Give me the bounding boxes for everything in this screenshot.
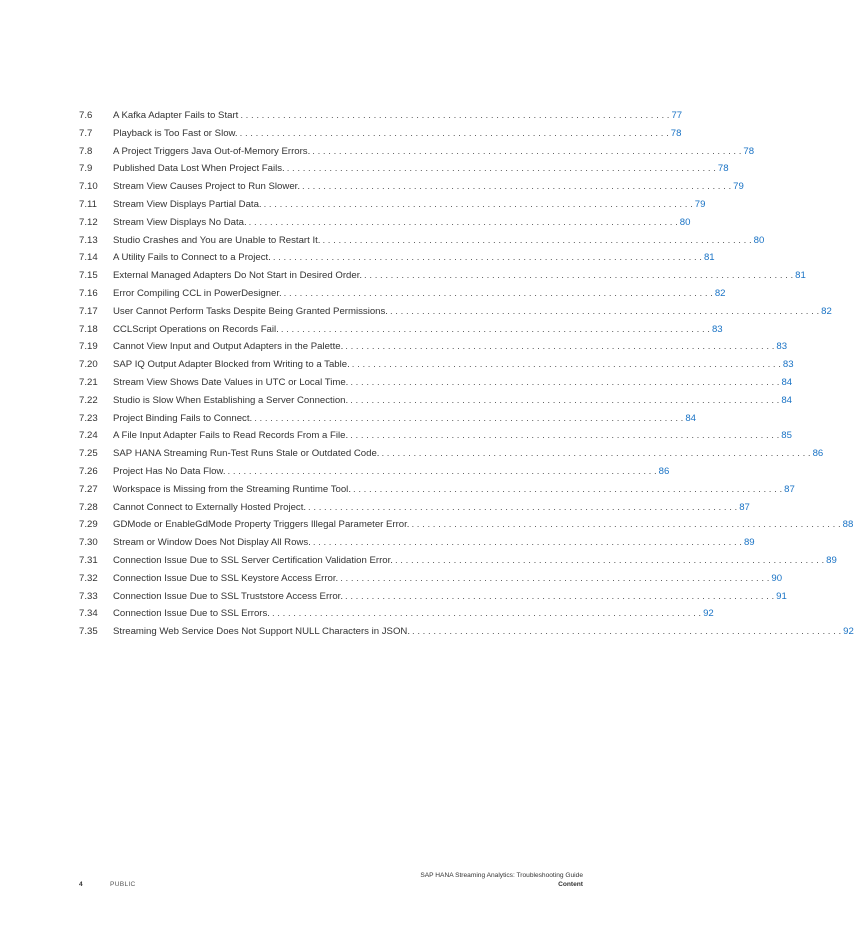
toc-entry-page-link[interactable]: 84 — [781, 376, 793, 388]
toc-dot-leader — [300, 181, 731, 192]
toc-entry-number: 7.27 — [79, 483, 98, 495]
toc-dot-leader — [262, 199, 693, 210]
toc-entry-page-link[interactable]: 78 — [743, 145, 755, 157]
toc-entry-title-link[interactable]: Project Binding Fails to Connect. — [113, 412, 253, 424]
toc-dot-leader — [279, 324, 710, 335]
toc-entry-number: 7.26 — [79, 465, 98, 477]
toc-dot-leader — [362, 270, 793, 281]
toc-entry-title-link[interactable]: SAP IQ Output Adapter Blocked from Writing to a Table. — [113, 359, 350, 371]
toc-entry-number: 7.19 — [79, 341, 98, 353]
toc-entry-page-link[interactable]: 87 — [784, 483, 795, 495]
toc-entry-title-link[interactable]: Published Data Lost When Project Fails. — [113, 163, 285, 175]
toc-entry[interactable] — [79, 287, 726, 306]
toc-dot-leader — [271, 252, 702, 263]
toc-entry-title-link[interactable]: Stream or Window Does Not Display All Rows. — [113, 537, 311, 549]
toc-dot-leader — [350, 359, 781, 370]
toc-entry[interactable] — [79, 323, 723, 342]
toc-entry-page-link[interactable]: 79 — [733, 181, 744, 193]
toc-dot-leader — [238, 128, 669, 139]
toc-entry-number: 7.24 — [79, 430, 98, 442]
toc-dot-leader — [252, 413, 683, 424]
toc-entry-page-link[interactable]: 78 — [670, 127, 682, 139]
toc-entry-title-link[interactable]: GDMode or EnableGdMode Property Triggers Illegal Parameter Error. — [113, 519, 410, 531]
toc-entry-number: 7.14 — [79, 252, 98, 264]
toc-dot-leader — [306, 502, 737, 513]
toc-entry-page-link[interactable]: 89 — [743, 537, 755, 549]
toc-entry-page-link[interactable]: 89 — [826, 554, 837, 566]
toc-entry[interactable] — [79, 448, 824, 466]
toc-entry-title-link[interactable]: Stream View Shows Date Values in UTC or Local Time. — [113, 376, 349, 388]
toc-dot-leader — [348, 377, 779, 388]
toc-dot-leader — [247, 217, 678, 228]
table-of-contents — [79, 110, 854, 644]
toc-dot-leader — [270, 608, 701, 619]
toc-dot-leader — [343, 341, 774, 352]
toc-entry[interactable] — [79, 608, 714, 626]
toc-entry-number: 7.25 — [79, 448, 98, 460]
toc-dot-leader — [409, 519, 840, 530]
toc-dot-leader — [393, 555, 824, 566]
toc-dot-leader — [226, 466, 657, 477]
toc-dot-leader — [379, 448, 810, 459]
toc-entry-number: 7.9 — [79, 163, 93, 175]
toc-entry-title-link[interactable]: Project Has No Data Flow. — [113, 465, 226, 477]
toc-dot-leader — [348, 395, 779, 406]
toc-dot-leader — [282, 288, 713, 299]
toc-entry[interactable] — [79, 412, 696, 431]
toc-entry-title-link[interactable]: CCLScript Operations on Records Fail. — [113, 323, 279, 335]
toc-entry-number: 7.16 — [79, 287, 98, 299]
toc-dot-leader — [338, 573, 769, 584]
toc-entry-page-link[interactable]: 90 — [771, 572, 783, 584]
toc-entry-number: 7.7 — [79, 127, 93, 139]
toc-entry[interactable] — [79, 216, 691, 235]
footer-classification: PUBLIC — [110, 881, 136, 888]
toc-entry-page-link[interactable]: 83 — [782, 359, 794, 371]
toc-entry-number: 7.35 — [79, 626, 98, 638]
toc-entry[interactable] — [79, 252, 715, 270]
toc-entry-title-link[interactable]: Connection Issue Due to SSL Errors. — [113, 608, 270, 620]
toc-entry-number: 7.17 — [79, 305, 98, 317]
toc-entry[interactable] — [79, 483, 795, 502]
toc-entry-number: 7.8 — [79, 145, 93, 157]
toc-dot-leader — [311, 537, 742, 548]
toc-entry-page-link[interactable]: 84 — [781, 394, 792, 406]
toc-dot-leader — [320, 235, 751, 246]
toc-entry-number: 7.34 — [79, 608, 98, 620]
toc-entry-title-link[interactable]: Connection Issue Due to SSL Truststore Access Error. — [113, 590, 344, 602]
toc-entry-number: 7.6 — [79, 110, 93, 121]
toc-dot-leader — [310, 146, 741, 157]
toc-dot-leader — [388, 306, 819, 317]
toc-entry-title-link[interactable]: A Project Triggers Java Out-of-Memory Errors. — [113, 145, 311, 157]
toc-entry-page-link[interactable]: 92 — [703, 608, 714, 620]
toc-entry-number: 7.32 — [79, 572, 98, 584]
toc-dot-leader — [410, 626, 841, 637]
toc-entry-number: 7.21 — [79, 376, 98, 388]
toc-entry[interactable] — [79, 572, 783, 591]
toc-entry[interactable] — [79, 537, 755, 555]
toc-entry[interactable] — [79, 501, 750, 520]
toc-entry[interactable] — [79, 181, 744, 199]
toc-entry[interactable] — [79, 554, 837, 573]
toc-entry-page-link[interactable]: 77 — [671, 110, 683, 121]
toc-entry-title-link[interactable]: User Cannot Perform Tasks Despite Being Granted Permissions. — [113, 305, 388, 317]
toc-entry-title-link[interactable]: Error Compiling CCL in PowerDesigner. — [113, 287, 282, 299]
toc-entry[interactable] — [79, 376, 793, 395]
toc-entry-number: 7.18 — [79, 323, 98, 335]
toc-entry-title-link[interactable]: A Utility Fails to Connect to a Project. — [113, 252, 271, 264]
footer-document-info — [420, 871, 583, 889]
toc-entry-page-link[interactable]: 91 — [776, 590, 787, 602]
toc-entry[interactable] — [79, 626, 854, 644]
toc-entry[interactable] — [79, 198, 706, 217]
toc-entry-number: 7.15 — [79, 270, 98, 282]
toc-entry-page-link[interactable]: 80 — [753, 234, 765, 246]
toc-entry[interactable] — [79, 341, 788, 359]
toc-entry-title-link[interactable]: Studio is Slow When Establishing a Server Connection. — [113, 394, 349, 406]
toc-entry-title-link[interactable]: Studio Crashes and You are Unable to Restart It. — [113, 234, 321, 246]
toc-entry-page-link[interactable]: 87 — [739, 501, 750, 513]
toc-entry-number: 7.22 — [79, 394, 98, 406]
toc-entry-title-link[interactable]: SAP HANA Streaming Run-Test Runs Stale or Outdated Code. — [113, 448, 380, 460]
toc-entry-page-link[interactable]: 82 — [714, 287, 726, 299]
toc-entry-page-link[interactable]: 86 — [812, 448, 824, 460]
toc-entry-title-link[interactable]: Workspace is Missing from the Streaming Runtime Tool. — [113, 483, 351, 495]
toc-dot-leader — [238, 110, 669, 121]
toc-dot-leader — [285, 163, 716, 174]
toc-entry[interactable] — [79, 430, 792, 448]
toc-entry-page-link[interactable]: 83 — [711, 323, 723, 335]
toc-entry-title-link[interactable]: Streaming Web Service Does Not Support NULL Characters in JSON. — [113, 626, 410, 638]
toc-dot-leader — [348, 430, 779, 441]
toc-entry-title-link[interactable]: Cannot Connect to Externally Hosted Project. — [113, 501, 307, 513]
toc-entry-number: 7.30 — [79, 537, 98, 549]
toc-entry-title-link[interactable]: Playback is Too Fast or Slow. — [113, 127, 238, 139]
toc-entry-page-link[interactable]: 92 — [843, 626, 854, 638]
footer-page-number: 4 — [79, 881, 83, 888]
toc-entry-number: 7.23 — [79, 412, 98, 424]
toc-entry-number: 7.29 — [79, 519, 98, 531]
toc-entry-title-link[interactable]: Cannot View Input and Output Adapters in the Palette. — [113, 341, 344, 353]
toc-entry-number: 7.20 — [79, 359, 98, 371]
toc-entry-page-link[interactable]: 79 — [694, 198, 706, 210]
toc-entry[interactable] — [79, 234, 765, 253]
toc-entry-title-link[interactable]: Connection Issue Due to SSL Server Certification Validation Error. — [113, 554, 393, 566]
toc-entry-number: 7.11 — [79, 198, 97, 210]
toc-entry[interactable] — [79, 270, 806, 288]
toc-entry-title-link[interactable]: A File Input Adapter Fails to Read Records From a File. — [113, 430, 349, 442]
toc-entry[interactable] — [79, 127, 682, 146]
toc-entry-page-link[interactable]: 81 — [795, 270, 806, 282]
toc-entry-title-link[interactable]: External Managed Adapters Do Not Start in Desired Order. — [113, 270, 363, 282]
toc-entry[interactable] — [79, 394, 792, 413]
toc-entry[interactable] — [79, 163, 729, 181]
toc-entry-page-link[interactable]: 81 — [703, 252, 715, 264]
toc-entry-title-link[interactable]: Stream View Displays Partial Data. — [113, 198, 262, 210]
toc-dot-leader — [343, 591, 774, 602]
toc-entry-number: 7.33 — [79, 590, 98, 602]
toc-entry-page-link[interactable]: 80 — [679, 216, 691, 228]
toc-entry-page-link[interactable]: 83 — [776, 341, 788, 353]
toc-entry-number: 7.10 — [79, 181, 98, 193]
toc-entry-number: 7.12 — [79, 216, 98, 228]
toc-entry-number: 7.31 — [79, 554, 98, 566]
toc-entry[interactable] — [79, 590, 787, 609]
toc-entry-page-link[interactable]: 82 — [821, 305, 832, 317]
toc-entry-number: 7.28 — [79, 501, 98, 513]
footer-document-title: SAP HANA Streaming Analytics: Troubleshooting Guide — [420, 872, 583, 879]
toc-entry[interactable] — [79, 465, 670, 484]
toc-entry-title-link[interactable]: Connection Issue Due to SSL Keystore Access Error. — [113, 572, 339, 584]
toc-dot-leader — [351, 484, 782, 495]
toc-entry[interactable] — [79, 145, 755, 164]
toc-entry-title-link[interactable]: Stream View Displays No Data. — [113, 216, 247, 228]
toc-entry[interactable] — [79, 305, 832, 324]
toc-entry-page-link[interactable]: 85 — [781, 430, 792, 442]
toc-entry-page-link[interactable]: 84 — [685, 412, 696, 424]
toc-entry-number: 7.13 — [79, 234, 98, 246]
toc-entry[interactable] — [79, 110, 683, 128]
toc-entry-page-link[interactable]: 78 — [717, 163, 729, 175]
toc-entry-page-link[interactable]: 86 — [658, 465, 670, 477]
toc-entry[interactable] — [79, 359, 794, 377]
toc-entry[interactable] — [79, 519, 854, 537]
toc-entry-title-link[interactable]: A Kafka Adapter Fails to Start — [113, 110, 239, 121]
toc-entry-title-link[interactable]: Stream View Causes Project to Run Slower. — [113, 181, 300, 193]
toc-entry-page-link[interactable]: 88 — [842, 519, 854, 531]
footer-section-name: Content — [558, 881, 583, 888]
